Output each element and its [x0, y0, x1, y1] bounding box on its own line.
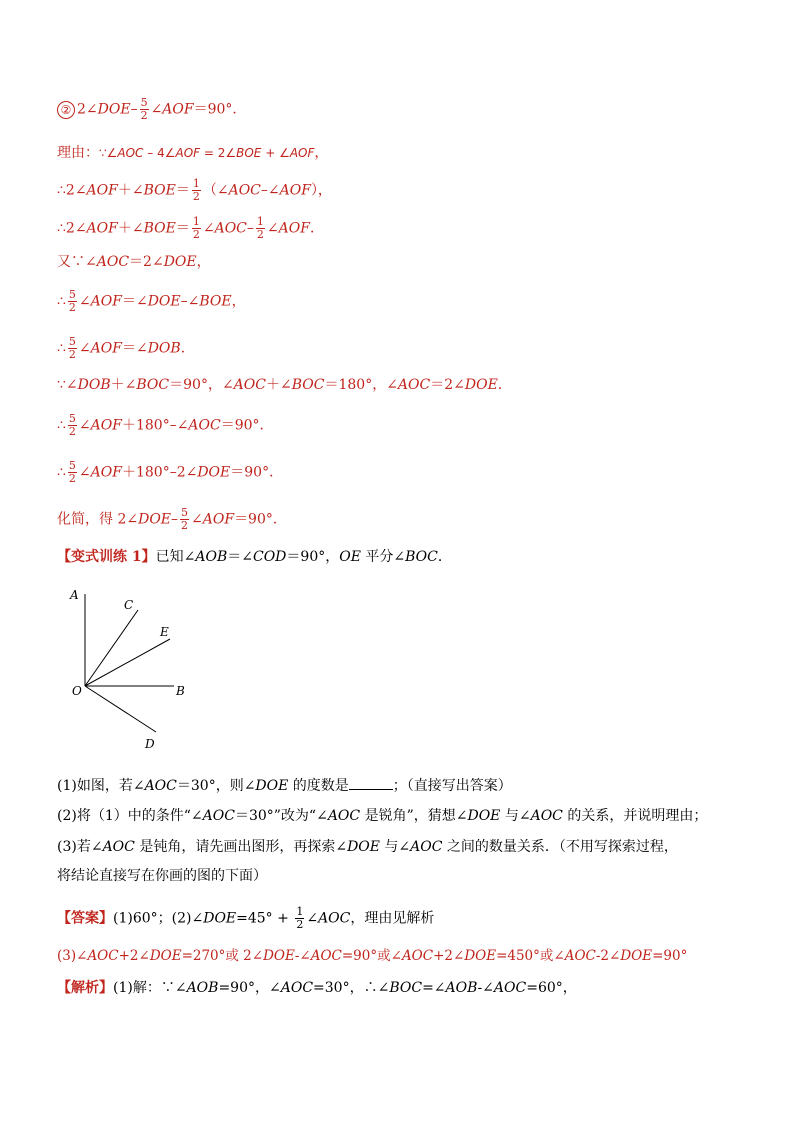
answer-line: 【答案】(1)60°；(2)∠DOE=45° + $\frac{1}{2}$ ∠AOC，理由见解析 [57, 905, 435, 931]
fraction: $\frac{5}{2}$ [181, 506, 189, 532]
label-a: A [70, 588, 79, 602]
conclusion-line: ② 2∠DOE– $\frac{5}{2}$ ∠AOF＝90°． [57, 97, 246, 122]
label-d: D [145, 737, 155, 751]
answer-tag: 【答案】 [57, 910, 113, 927]
answer-blank [349, 775, 393, 790]
question-3: (3)若∠AOC 是钝角，请先画出图形，再探索∠DOE 与∠AOC 之间的数量关系．（不用写探索过程， [57, 839, 678, 855]
fraction: $\frac{5}{2}$ [68, 288, 76, 314]
step-line: ∴2∠AOF＋∠BOE＝ $\frac{1}{2}$ （∠AOC–∠AOF）， [57, 177, 332, 203]
label-o: O [72, 684, 82, 698]
fraction: $\frac{1}{2}$ [256, 215, 264, 241]
angle-figure [60, 582, 200, 752]
fraction: $\frac{1}{2}$ [296, 905, 304, 931]
label-b: B [176, 684, 185, 698]
fraction: $\frac{5}{2}$ [68, 459, 76, 485]
answer-3-line: (3)∠AOC+2∠DOE=270°或 2∠DOE-∠AOC=90°或∠AOC+2∠DOE=450°或∠AOC-2∠DOE=90° [57, 948, 688, 964]
ray-oc [85, 610, 138, 686]
step-line: ∴ $\frac{5}{2}$ ∠AOF＋180°–∠AOC＝90°． [57, 412, 274, 438]
fraction: $\frac{5}{2}$ [68, 412, 76, 438]
step-line: ∴ $\frac{5}{2}$ ∠AOF＝∠DOB． [57, 335, 195, 361]
step-line: ∴2∠AOF＋∠BOE＝ $\frac{1}{2}$ ∠AOC– $\frac{1}{2}$ ∠AOF． [57, 215, 324, 241]
ray-od [85, 686, 156, 732]
fraction: $\frac{5}{2}$ [68, 335, 76, 361]
fraction: $\frac{1}{2}$ [192, 177, 200, 203]
fraction: $\frac{1}{2}$ [192, 215, 200, 241]
fraction: $\frac{5}{2}$ [140, 96, 148, 122]
step-line: ∴ $\frac{5}{2}$ ∠AOF＝∠DOE–∠BOE， [57, 288, 246, 314]
question-1: (1)如图，若∠AOC＝30°，则∠DOE 的度数是 ；（直接写出答案） [57, 775, 512, 796]
step-line: ∵∠DOB＋∠BOC＝90°，∠AOC＋∠BOC＝180°，∠AOC＝2∠DOE． [57, 377, 512, 393]
step-line: 又∵∠AOC＝2∠DOE， [57, 254, 211, 270]
ray-oe [85, 639, 170, 686]
reason-line: 理由：∵∠AOC – 4∠AOF = 2∠BOE + ∠AOF， [57, 145, 329, 161]
variant-tag: 【变式训练 1】 [57, 549, 156, 565]
label-c: C [124, 598, 134, 612]
question-2: (2)将（1）中的条件“∠AOC＝30°”改为“∠AOC 是锐角”，猜想∠DOE 与∠AOC 的关系，并说明理由； [57, 808, 708, 824]
variant-question: 【变式训练 1】已知∠AOB＝∠COD＝90°，OE 平分∠BOC． [57, 549, 452, 565]
solution-line: 【解析】(1)解：∵∠AOB=90°，∠AOC=30°，∴∠BOC=∠AOB-∠AOC=60°， [57, 980, 577, 996]
step-line: ∴ $\frac{5}{2}$ ∠AOF＋180°–2∠DOE＝90°． [57, 459, 284, 485]
label-e: E [160, 625, 169, 639]
simplify-line: 化简，得 2∠DOE– $\frac{5}{2}$ ∠AOF＝90°． [57, 506, 287, 532]
question-3-cont: 将结论直接写在你画的图的下面） [57, 868, 267, 884]
circled-number: ② [57, 101, 75, 119]
solution-tag: 【解析】 [57, 980, 113, 996]
